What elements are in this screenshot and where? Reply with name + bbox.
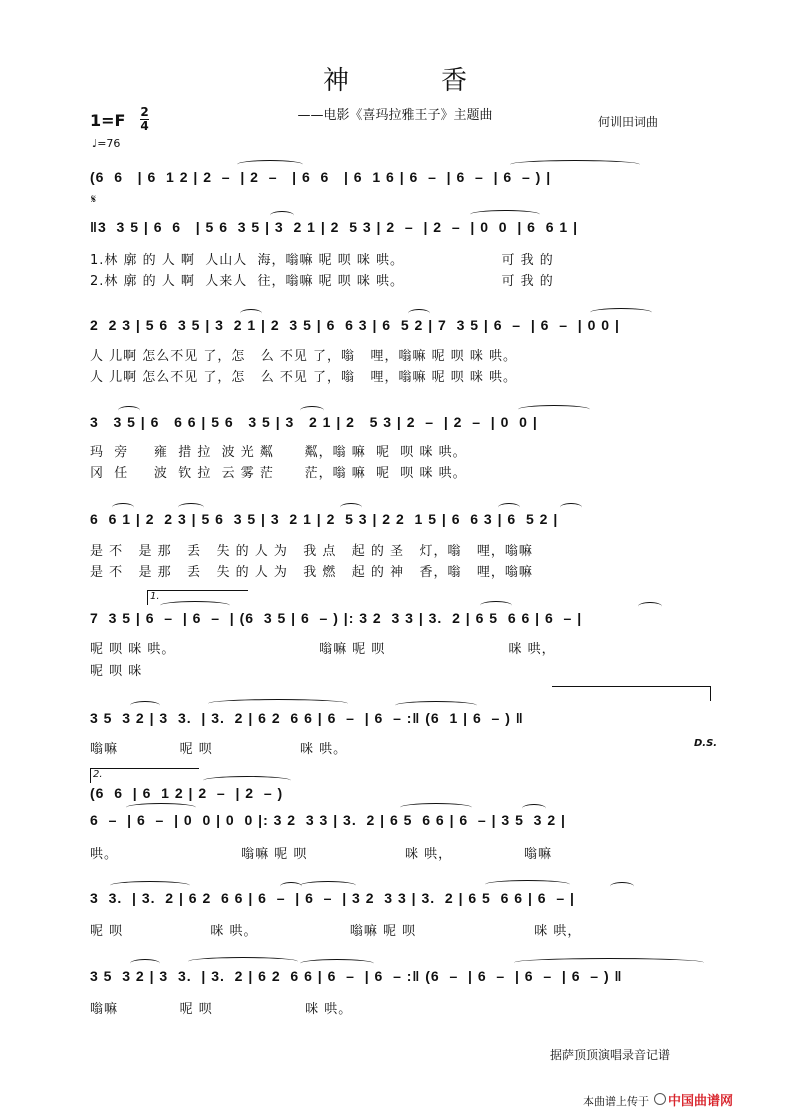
lyric-verse-1: 嗡嘛 呢 呗 咪 哄。 xyxy=(90,742,348,757)
slur-mark xyxy=(240,309,262,318)
score-subtitle: ——电影《喜玛拉雅王子》主题曲 xyxy=(297,108,493,123)
staff-line-1 xyxy=(90,165,712,191)
staff-line-6 xyxy=(90,606,712,632)
tie-mark xyxy=(300,881,356,890)
lyric-verse-1: 嗡嘛 呢 呗 咪 哄。 xyxy=(90,1002,353,1017)
notation-text: (6 6 | 6 1 2 | 2 – | 2 – | 6 6 | 6 1 6 | 6 – | 6 – | 6 – ) | xyxy=(90,169,552,185)
slur-mark xyxy=(130,701,160,710)
time-signature-bottom: 4 xyxy=(140,119,149,133)
slur-mark xyxy=(340,503,362,512)
slur-mark xyxy=(480,601,512,610)
lyric-verse-1: 是 不 是 那 丢 失 的 人 为 我 点 起 的 圣 灯，嗡 哩，嗡嘛 xyxy=(90,544,533,559)
composer-credit: 何训田词曲 xyxy=(598,115,659,129)
volta-bracket-end xyxy=(552,686,711,701)
slur-mark xyxy=(498,503,520,512)
lyric-verse-2: 冈 任 波 钦 拉 云 雾 茫 茫，嗡 嘛 呢 呗 咪 哄。 xyxy=(90,466,467,481)
tie-mark xyxy=(395,701,477,710)
notation-text: 6 – | 6 – | 0 0 | 0 0 |: 3 2 3 3 | 3. 2 | 6 5 6 6 | 6 – | 3 5 3 2 | xyxy=(90,812,566,828)
slur-mark xyxy=(130,959,160,968)
notation-text: 3 5 3 2 | 3 3. | 3. 2 | 6 2 6 6 | 6 – | 6 – :‖ (6 1 | 6 – ) ‖ xyxy=(90,710,524,726)
tie-mark xyxy=(160,601,230,610)
slur-mark xyxy=(188,957,298,966)
slur-mark xyxy=(118,406,140,415)
segno-icon: 𝄋 xyxy=(91,192,97,206)
slur-mark xyxy=(208,699,348,708)
time-signature-top: 2 xyxy=(140,105,149,119)
notation-text: 7 3 5 | 6 – | 6 – | (6 3 5 | 6 – ) |: 3 2 3 3 | 3. 2 | 6 5 6 6 | 6 – | xyxy=(90,610,583,626)
slur-mark xyxy=(178,503,204,512)
staff-line-9 xyxy=(90,808,712,834)
slur-mark xyxy=(300,406,324,415)
tie-mark xyxy=(510,160,640,169)
notation-text: 6 6 1 | 2 2 3 | 5 6 3 5 | 3 2 1 | 2 5 3 | 2 2 1 5 | 6 6 3 | 6 5 2 | xyxy=(90,511,559,527)
slur-mark xyxy=(560,503,582,512)
slur-mark xyxy=(638,602,662,611)
staff-line-10 xyxy=(90,886,712,912)
tie-mark xyxy=(470,210,540,219)
lyric-verse-1: 玛 旁 雍 措 拉 波 光 粼 粼，嗡 嘛 呢 呗 咪 哄。 xyxy=(90,445,467,460)
slur-mark xyxy=(522,804,546,813)
notation-text: 3 3. | 3. 2 | 6 2 6 6 | 6 – | 6 – | 3 2 3 3 | 3. 2 | 6 5 6 6 | 6 – | xyxy=(90,890,575,906)
key-signature: 1=F xyxy=(90,111,126,130)
tie-mark xyxy=(518,405,590,414)
slur-mark xyxy=(610,882,634,891)
tie-mark xyxy=(590,308,652,317)
notation-text: ‖3 3 5 | 6 6 | 5 6 3 5 | 3 2 1 | 2 5 3 | 2 – | 2 – | 0 0 | 6 6 1 | xyxy=(90,219,579,235)
slur-mark xyxy=(400,803,472,812)
lyric-verse-2: 呢 呗 咪 xyxy=(90,664,143,679)
slur-mark xyxy=(270,211,294,220)
dal-segno-marking: D.S. xyxy=(694,738,718,749)
slur-mark xyxy=(485,880,570,889)
cd-icon xyxy=(654,1093,666,1105)
notation-text: 3 3 5 | 6 6 6 | 5 6 3 5 | 3 2 1 | 2 5 3 | 2 – | 2 – | 0 0 | xyxy=(90,414,538,430)
lyric-verse-1: 人 儿啊 怎么不见 了，怎 么 不见 了，嗡 哩，嗡嘛 呢 呗 咪 哄。 xyxy=(90,349,517,364)
staff-line-7 xyxy=(90,706,712,732)
tie-mark xyxy=(203,776,291,785)
slur-mark xyxy=(112,503,134,512)
lyric-verse-1: 呢 呗 咪 哄。 嗡嘛 呢 呗 咪 哄， xyxy=(90,642,556,657)
lyric-verse-2: 2.林 廓 的 人 啊 人来人 往，嗡嘛 呢 呗 咪 哄。 可 我 的 xyxy=(90,274,554,289)
score-title: 神香 xyxy=(322,66,559,96)
volta-label-1: 1. xyxy=(150,591,160,602)
tie-mark xyxy=(237,160,303,169)
staff-line-3 xyxy=(90,313,712,339)
site-logo-text[interactable]: 中国曲谱网 xyxy=(668,1094,734,1109)
staff-line-11 xyxy=(90,964,712,990)
notation-text: 2 2 3 | 5 6 3 5 | 3 2 1 | 2 3 5 | 6 6 3 | 6 5 2 | 7 3 5 | 6 – | 6 – | 0 0 | xyxy=(90,317,620,333)
transcription-credit: 据萨顶顶演唱录音记谱 xyxy=(550,1048,671,1062)
lyric-verse-2: 是 不 是 那 丢 失 的 人 为 我 燃 起 的 神 香，嗡 哩，嗡嘛 xyxy=(90,565,533,580)
lyric-verse-1: 呢 呗 咪 哄。 嗡嘛 呢 呗 咪 哄， xyxy=(90,924,582,939)
tempo-marking: ♩=76 xyxy=(92,137,121,150)
slur-mark xyxy=(280,882,302,891)
tie-mark xyxy=(300,959,374,968)
staff-line-5 xyxy=(90,507,712,533)
tie-mark xyxy=(514,958,704,967)
slur-mark xyxy=(408,309,430,318)
tie-mark xyxy=(126,803,196,812)
lyric-verse-2: 人 儿啊 怎么不见 了，怎 么 不见 了，嗡 哩，嗡嘛 呢 呗 咪 哄。 xyxy=(90,370,517,385)
lyric-verse-1: 哄。 嗡嘛 呢 呗 咪 哄， 嗡嘛 xyxy=(90,847,552,862)
staff-line-2 xyxy=(90,215,712,241)
notation-text: (6 6 | 6 1 2 | 2 – | 2 – ) xyxy=(90,785,284,801)
time-signature xyxy=(140,106,149,133)
lyric-verse-1: 1.林 廓 的 人 啊 人山人 海，嗡嘛 呢 呗 咪 哄。 可 我 的 xyxy=(90,253,554,268)
upload-notice: 本曲谱上传于 xyxy=(583,1095,649,1108)
staff-line-4 xyxy=(90,410,712,436)
notation-text: 3 5 3 2 | 3 3. | 3. 2 | 6 2 6 6 | 6 – | 6 – :‖ (6 – | 6 – | 6 – | 6 – ) ‖ xyxy=(90,968,623,984)
slur-mark xyxy=(110,881,190,890)
volta-label-2: 2. xyxy=(93,769,103,780)
